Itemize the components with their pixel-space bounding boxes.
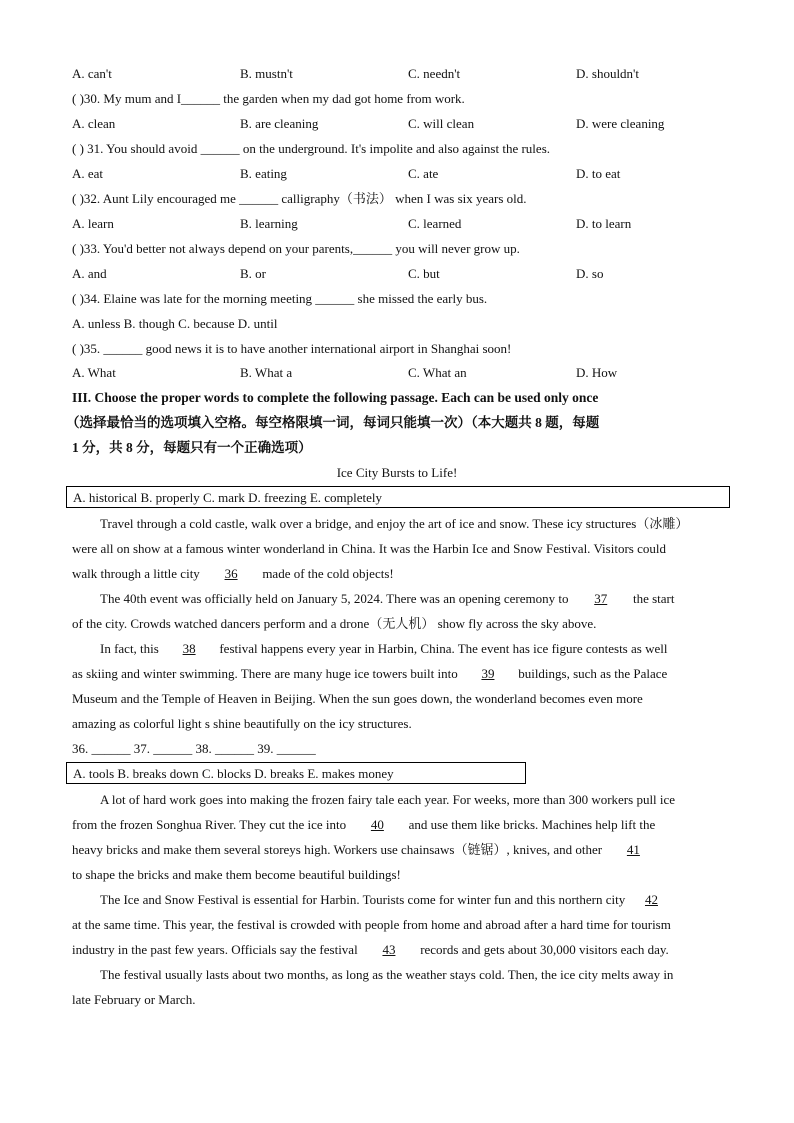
p3-line1-b: festival happens every year in Harbin, China. The event has ice figure contests as well [216,641,668,656]
p1-line2: were all on show at a famous winter wonderland in China. It was the Harbin Ice and Snow Festival. Visitors could [72,541,666,556]
q30-stem: ( )30. My mum and I______ the garden when my dad got home from work. [72,91,465,106]
q32-stem: ( )32. Aunt Lily encouraged me ______ calligraphy（书法） when I was six years old. [72,191,527,206]
q34-stem: ( )34. Elaine was late for the morning meeting ______ she missed the early bus. [72,291,488,306]
p4-line2 [72,817,722,833]
q30-option-d: D. were cleaning [576,116,665,131]
p5-line3-a: industry in the past few years. Officials say the festival [72,942,361,957]
blank-39[interactable]: 39 [481,666,495,681]
section-heading-cn-1: （选择最恰当的选项填入空格。每空格限填一词，每词只能填一次）（本大题共 8 题，每题 [66,415,600,430]
q31-option-a: A. eat [72,166,104,181]
q32-option-a: A. learn [72,216,114,231]
p1-line3-a: walk through a little city [72,566,204,581]
p5-line2: at the same time. This year, the festival is crowded with people from home and abroad after a hard time for tourism [72,917,671,932]
q35-option-a: A. What [72,365,116,380]
q35-option-c: C. What an [408,365,467,380]
p1-line3-b: made of the cold objects! [259,566,394,581]
q29-option-d: D. shouldn't [576,66,640,81]
word-box-2: A. tools B. breaks down C. blocks D. breaks E. makes money [66,762,526,784]
p6-line2: late February or March. [72,992,196,1007]
q29-option-b: B. mustn't [240,66,293,81]
q33-option-b: B. or [240,266,266,281]
q31-stem: ( ) 31. You should avoid ______ on the underground. It's impolite and also against the rules. [72,141,550,156]
blank-36[interactable]: 36 [224,566,238,581]
q33-option-c: C. but [408,266,440,281]
p6-line1: The festival usually lasts about two months, as long as the weather stays cold. Then, the ice city melts away in [100,967,674,982]
p3-line4: amazing as colorful light s shine beautifully on the icy structures. [72,716,412,731]
p5-line1-a: The Ice and Snow Festival is essential for Harbin. Tourists come for winter fun and this northern city [100,892,629,907]
q34-options: A. unless B. though C. because D. until [72,316,278,331]
blank-38[interactable]: 38 [182,641,196,656]
q32-option-d: D. to learn [576,216,632,231]
p2-line1-a: The 40th event was officially held on January 5, 2024. There was an opening ceremony to [100,591,572,606]
q33-option-a: A. and [72,266,107,281]
blank-43[interactable]: 43 [382,942,396,957]
blank-37[interactable]: 37 [594,591,608,606]
p3-line3: Museum and the Temple of Heaven in Beijing. When the sun goes down, the wonderland becomes even more [72,691,643,706]
p3-line1 [100,641,750,657]
word-box-1: A. historical B. properly C. mark D. freezing E. completely [66,486,730,508]
p4-line3-a: heavy bricks and make them several storeys high. Workers use chainsaws（链锯）, knives, and other [72,842,606,857]
p4-line2-a: from the frozen Songhua River. They cut the ice into [72,817,350,832]
section-heading-cn-2: 1 分，共 8 分，每题只有一个正确选项） [72,440,312,455]
q30-option-c: C. will clean [408,116,475,131]
p2-line1 [100,591,750,607]
q32-option-c: C. learned [408,216,462,231]
p3-line2-b: buildings, such as the Palace [514,666,668,681]
q35-stem: ( )35. ______ good news it is to have another international airport in Shanghai soon! [72,341,512,356]
p2-line2: of the city. Crowds watched dancers perform and a drone（无人机） show fly across the sky above. [72,616,597,631]
p4-line1: A lot of hard work goes into making the frozen fairy tale each year. For weeks, more than 300 workers pull ice [100,792,676,807]
q31-option-c: C. ate [408,166,439,181]
q35-option-d: D. How [576,365,618,380]
q35-option-b: B. What a [240,365,293,380]
blank-42[interactable]: 42 [644,892,658,907]
q30-option-b: B. are cleaning [240,116,319,131]
p5-line1 [100,892,750,908]
p3-line2-a: as skiing and winter swimming. There are many huge ice towers built into [72,666,461,681]
q29-option-a: A. can't [72,66,112,81]
p4-line3 [72,842,722,858]
q33-option-d: D. so [576,266,604,281]
section-heading-en: III. Choose the proper words to complete the following passage. Each can be used only once [72,390,599,405]
p4-line2-b: and use them like bricks. Machines help lift the [405,817,656,832]
answers-36-39: 36. ______ 37. ______ 38. ______ 39. ______ [72,741,316,756]
passage-title: Ice City Bursts to Life! [336,465,458,480]
p2-line1-b: the start [629,591,675,606]
p3-line2 [72,666,722,682]
p5-line3 [72,942,722,958]
q30-option-a: A. clean [72,116,116,131]
q33-stem: ( )33. You'd better not always depend on your parents,______ you will never grow up. [72,241,520,256]
p1-line1: Travel through a cold castle, walk over a bridge, and enjoy the art of ice and snow. These icy structures（冰雕） [100,516,689,531]
q32-option-b: B. learning [240,216,298,231]
p5-line3-b: records and gets about 30,000 visitors each day. [416,942,669,957]
blank-40[interactable]: 40 [370,817,384,832]
q31-option-d: D. to eat [576,166,621,181]
p1-line3 [72,566,722,582]
p3-line1-a: In fact, this [100,641,163,656]
q29-option-c: C. needn't [408,66,461,81]
p4-line4: to shape the bricks and make them become beautiful buildings! [72,867,401,882]
blank-41[interactable]: 41 [626,842,640,857]
q31-option-b: B. eating [240,166,287,181]
